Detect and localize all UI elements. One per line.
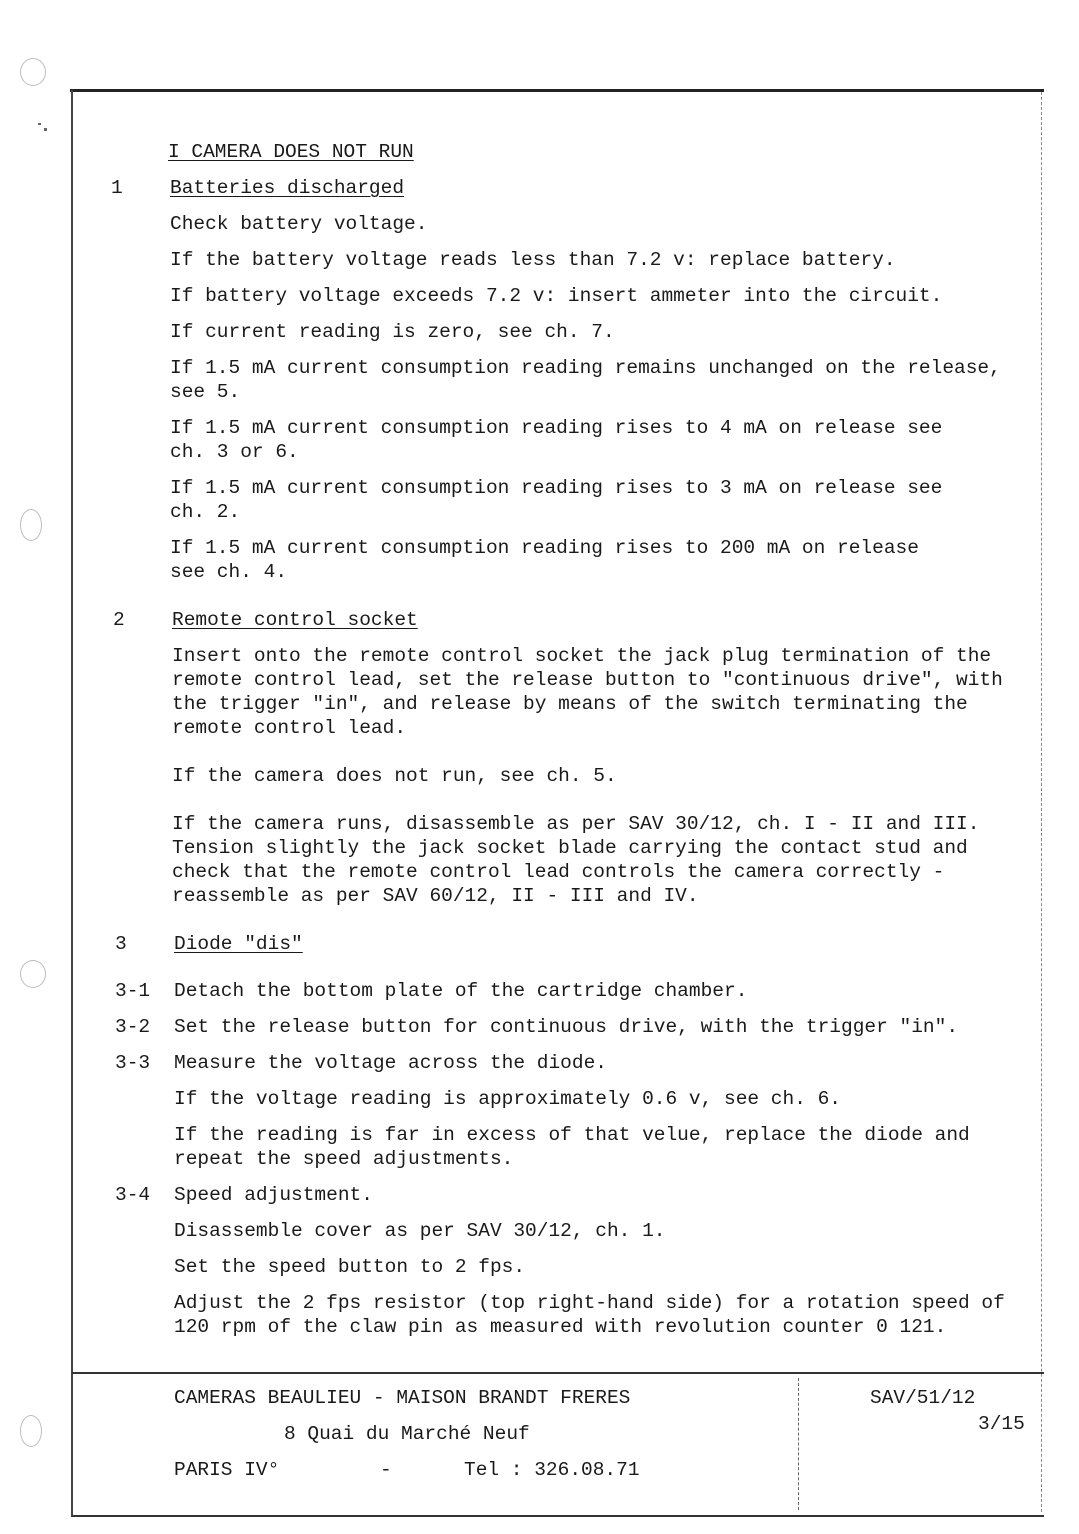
scan-speck	[38, 123, 41, 125]
section-1-paragraph: If current reading is zero, see ch. 7.	[170, 321, 615, 343]
page-number: 3/15	[978, 1413, 1025, 1435]
frame-bottom-rule	[72, 1515, 1044, 1517]
frame-top-rule	[70, 89, 1044, 92]
section-2-paragraph: Insert onto the remote control socket the jack plug termination of the remote control lead, set the release button to "continuous drive", with the trigger "in", and release by means of the switch terminating the remote control lead.	[172, 645, 1003, 739]
footer-tel: Tel : 326.08.71	[464, 1459, 640, 1481]
frame-left-rule	[71, 90, 73, 1517]
step-text: Set the release button for continuous drive, with the trigger "in".	[174, 1016, 959, 1038]
footer-dash: -	[380, 1459, 392, 1481]
binder-hole-4	[20, 1415, 42, 1447]
footer-company: CAMERAS BEAULIEU - MAISON BRANDT FRERES	[174, 1387, 631, 1409]
section-3-number: 3	[115, 933, 127, 955]
section-3-title-text: Diode "dis"	[174, 933, 303, 955]
step-text: Detach the bottom plate of the cartridge chamber.	[174, 980, 748, 1002]
section-2-title: Remote control socket	[172, 609, 418, 631]
section-1-paragraph: Check battery voltage.	[170, 213, 428, 235]
section-1-title: Batteries discharged	[170, 177, 405, 199]
step-note: If the voltage reading is approximately 0.6 v, see ch. 6.	[174, 1088, 842, 1110]
step-note: If the reading is far in excess of that velue, replace the diode and repeat the speed adjustments.	[174, 1124, 970, 1170]
section-1-paragraph: If battery voltage exceeds 7.2 v: insert ammeter into the circuit.	[170, 285, 943, 307]
section-1-paragraph: If 1.5 mA current consumption reading rises to 4 mA on release see ch. 3 or 6.	[170, 417, 943, 463]
binder-hole-3	[20, 960, 46, 988]
scan-speck	[44, 128, 47, 131]
binder-hole-1	[20, 58, 46, 86]
section-1-number: 1	[111, 177, 123, 199]
footer-address: 8 Quai du Marché Neuf	[284, 1423, 530, 1445]
doc-reference: SAV/51/12	[870, 1387, 976, 1409]
section-2-paragraph: If the camera does not run, see ch. 5.	[172, 765, 617, 787]
frame-right-rule	[1041, 92, 1042, 1512]
footer-divider	[798, 1378, 799, 1510]
step-note: Disassemble cover as per SAV 30/12, ch. 1.	[174, 1220, 666, 1242]
binder-hole-2	[20, 509, 42, 541]
step-number: 3-2	[115, 1016, 151, 1038]
step-note: Set the speed button to 2 fps.	[174, 1256, 526, 1278]
step-number: 3-4	[115, 1184, 151, 1206]
step-text: Speed adjustment.	[174, 1184, 373, 1206]
footer-rule	[72, 1372, 1044, 1374]
section-3-title	[174, 932, 303, 956]
section-2-paragraph: If the camera runs, disassemble as per SAV 30/12, ch. I - II and III. Tension slightly the jack socket blade carrying the contact stud and check that the remote control lead controls the camera correctly - reassemble as per SAV 60/12, II - III and IV.	[172, 813, 980, 907]
section-heading: I CAMERA DOES NOT RUN	[168, 141, 414, 163]
section-1-paragraph: If 1.5 mA current consumption reading rises to 200 mA on release see ch. 4.	[170, 537, 919, 583]
section-2-number: 2	[113, 609, 125, 631]
section-1-paragraph: If the battery voltage reads less than 7.2 v: replace battery.	[170, 249, 896, 271]
section-1-paragraph: If 1.5 mA current consumption reading remains unchanged on the release, see 5.	[170, 357, 1001, 403]
footer-city: PARIS IV°	[174, 1459, 280, 1481]
section-1-paragraph: If 1.5 mA current consumption reading rises to 3 mA on release see ch. 2.	[170, 477, 943, 523]
step-text: Measure the voltage across the diode.	[174, 1052, 607, 1074]
step-number: 3-3	[115, 1052, 151, 1074]
step-note: Adjust the 2 fps resistor (top right-hand side) for a rotation speed of 120 rpm of the claw pin as measured with revolution counter 0 121.	[174, 1292, 1005, 1338]
step-number: 3-1	[115, 980, 151, 1002]
